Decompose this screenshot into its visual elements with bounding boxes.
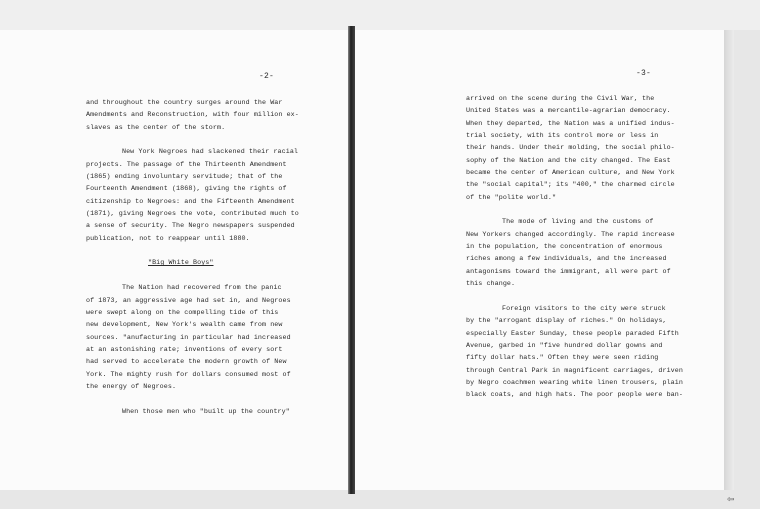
text-line: Fourteenth Amendment (1868), giving the rights of (86, 185, 287, 194)
text-line: riches among a few individuals, and the increased (466, 255, 667, 264)
text-line: York. The mighty rush for dollars consumed most of (86, 370, 291, 379)
page-number: -2- (259, 72, 275, 81)
text-line: fifty dollar hats." Often they were seen riding (466, 354, 659, 363)
paragraph-gap (86, 393, 296, 405)
text-line: were swept along on the compelling tide of this (86, 308, 279, 317)
text-line: arrived on the scene during the Civil War, the (466, 95, 655, 103)
text-line: Amendments and Reconstruction, with four million ex- (86, 111, 299, 120)
text-line: of the "polite world." (466, 193, 557, 202)
page-edge (724, 30, 734, 490)
text-line: had served to accelerate the modern growth of New (86, 358, 287, 367)
text-line: new development, New York's wealth came from new (86, 321, 283, 330)
text-line: Avenue, garbed in "five hundred dollar gowns and (466, 341, 663, 350)
page-number: -3- (636, 69, 652, 78)
text-line: antagonisms toward the immigrant, all were part of (466, 267, 671, 276)
text-line: The Nation had recovered from the panic (122, 284, 282, 293)
page-3 (355, 30, 724, 490)
text-line: by Negro coachmen wearing white linen trousers, plain (466, 378, 683, 387)
text-line: a sense of security. The Negro newspapers suspended (86, 222, 295, 231)
text-line: trial society, with its control more or less in (466, 132, 659, 141)
paragraph-gap (86, 134, 296, 146)
top-margin (0, 0, 760, 30)
text-line: in the population, the concentration of enormous (466, 243, 663, 252)
book-spine (348, 26, 355, 494)
text-line: the "social capital"; its "400," the charmed circle (466, 181, 675, 190)
text-line: through Central Park in magnificent carriages, driven (466, 366, 683, 375)
page-body-text (466, 93, 696, 402)
text-line: and throughout the country surges around the War (86, 99, 283, 107)
paragraph-gap (86, 270, 296, 282)
text-line: publication, not to reappear until 1880. (86, 234, 250, 243)
text-line: (1871), giving Negroes the vote, contributed much to (86, 210, 299, 219)
text-line: When they departed, the Nation was a unified indus- (466, 119, 675, 128)
text-line: slaves as the center of the storm. (86, 123, 226, 132)
back-arrow-icon[interactable]: ⇦ (727, 495, 735, 505)
text-line: sophy of the Nation and the city changed. The East (466, 156, 671, 165)
text-line: their hands. Under their molding, the social philo- (466, 144, 675, 153)
text-line: sources. "anufacturing in particular had increased (86, 333, 291, 342)
text-line: the energy of Negroes. (86, 382, 177, 391)
text-line: New York Negroes had slackened their racial (122, 148, 299, 157)
text-line: at an astonishing rate; inventions of every sort (86, 345, 283, 354)
page-body-text (86, 97, 299, 418)
page-2 (0, 30, 350, 490)
text-line: this change. (466, 280, 516, 289)
text-line: Foreign visitors to the city were struck (502, 304, 666, 313)
text-line: black coats, and high hats. The poor people were ban- (466, 391, 683, 400)
text-line: citizenship to Negroes: and the Fifteenth Amendment (86, 197, 295, 206)
text-line: New Yorkers changed accordingly. The rapid increase (466, 230, 675, 239)
text-line: When those men who "built up the country" (122, 407, 290, 416)
section-heading: "Big White Boys" (148, 259, 214, 268)
paragraph-gap (466, 291, 696, 303)
text-line: became the center of American culture, and New York (466, 169, 675, 178)
text-line: especially Easter Sunday, these people paraded Fifth (466, 329, 679, 338)
text-line: projects. The passage of the Thirteenth Amendment (86, 160, 287, 169)
text-line: (1865) ending involuntary servitude; that of the (86, 173, 283, 182)
text-line: by the "arrogant display of riches." On holidays, (466, 317, 667, 326)
text-line: The mode of living and the customs of (502, 218, 654, 227)
paragraph-gap (86, 245, 296, 257)
text-line: United States was a mercantile-agrarian democracy. (466, 107, 671, 116)
text-line: of 1873, an aggressive age had set in, and Negroes (86, 296, 291, 305)
paragraph-gap (466, 204, 696, 216)
